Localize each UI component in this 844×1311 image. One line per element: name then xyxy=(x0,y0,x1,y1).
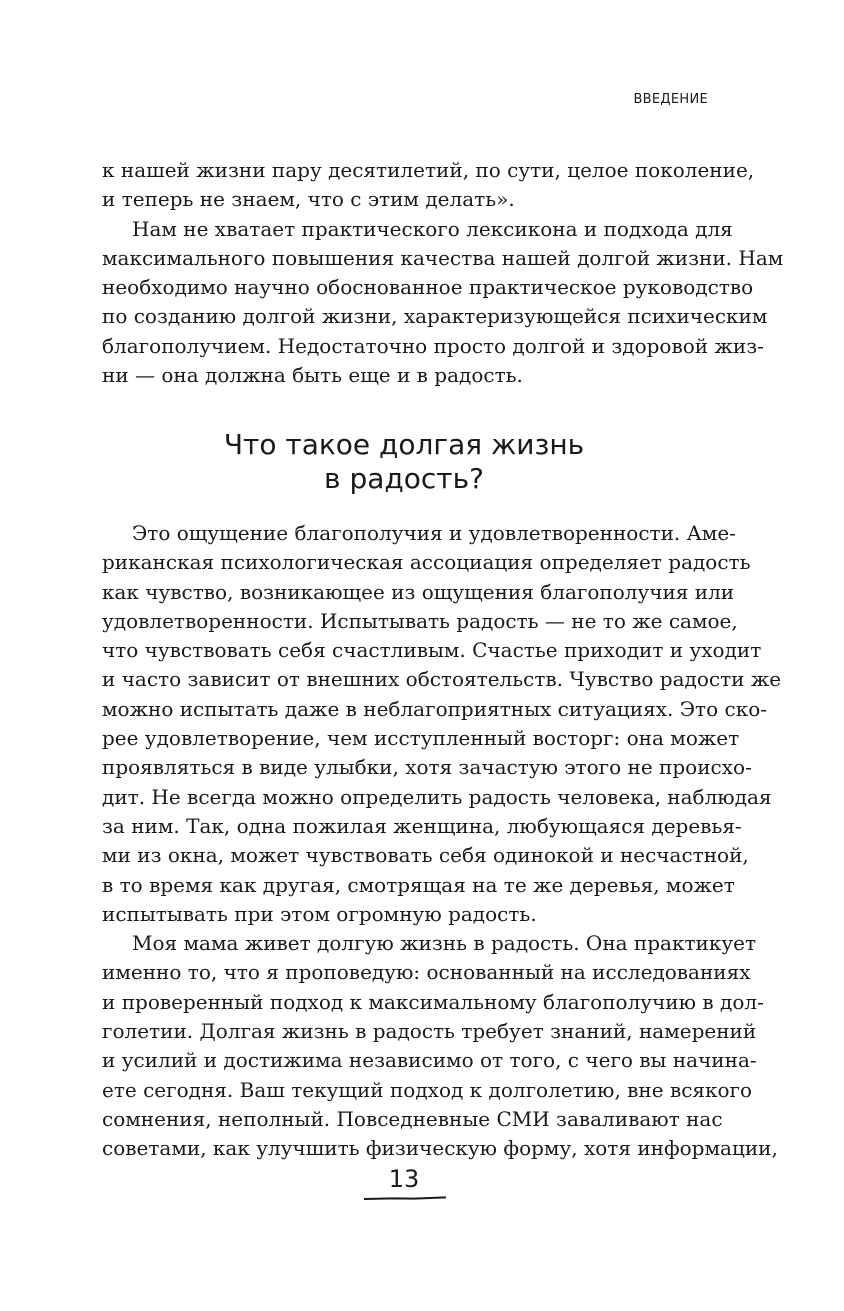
text-line: благополучием. Недостаточно просто долгой и здоровой жиз- xyxy=(102,333,764,358)
text-line: и теперь не знаем, что с этим делать». xyxy=(102,187,515,212)
text-line: проявляться в виде улыбки, хотя зачастую этого не происхо- xyxy=(102,755,752,780)
text-line: за ним. Так, одна пожилая женщина, любующаяся деревья- xyxy=(102,813,742,838)
text-line: необходимо научно обоснованное практическое руководство xyxy=(102,275,754,300)
running-head: ВВЕДЕНИЕ xyxy=(633,92,708,107)
text-line: Нам не хватает практического лексикона и подхода для xyxy=(132,216,733,241)
text-line: и усилий и достижима независимо от того, с чего вы начина- xyxy=(102,1048,757,1073)
text-line: сомнения, неполный. Повседневные СМИ заваливают нас xyxy=(102,1106,723,1131)
text-line: дит. Не всегда можно определить радость человека, наблюдая xyxy=(102,784,772,809)
section-heading-line-2: в радость? xyxy=(324,462,484,495)
page-number: 13 xyxy=(388,1165,420,1193)
text-line: максимального повышения качества нашей долгой жизни. Нам xyxy=(102,245,784,270)
text-line: ете сегодня. Ваш текущий подход к долголетию, вне всякого xyxy=(102,1077,753,1102)
text-line: что чувствовать себя счастливым. Счастье приходит и уходит xyxy=(102,638,762,663)
text-line: к нашей жизни пару десятилетий, по сути, целое поколение, xyxy=(102,158,755,182)
text-block-main xyxy=(102,519,782,1164)
text-line: риканская психологическая ассоциация определяет радость xyxy=(102,550,751,575)
text-line: рее удовлетворение, чем исступленный восторг: она может xyxy=(102,726,740,751)
text-line: ми из окна, может чувствовать себя одинокой и несчастной, xyxy=(102,843,749,868)
text-line: советами, как улучшить физическую форму, хотя информации, xyxy=(102,1136,778,1161)
text-line: и часто зависит от внешних обстоятельств. Чувство радости же xyxy=(102,667,782,692)
text-line: Моя мама живет долгую жизнь в радость. Она практикует xyxy=(132,931,757,956)
page-number-underline xyxy=(364,1196,446,1200)
text-line: можно испытать даже в неблагоприятных ситуациях. Это ско- xyxy=(102,696,767,721)
text-line: по созданию долгой жизни, характеризующейся психическим xyxy=(102,304,768,329)
section-heading xyxy=(102,428,706,496)
text-line: испытывать при этом огромную радость. xyxy=(102,901,537,926)
text-line: как чувство, возникающее из ощущения благополучия или xyxy=(102,579,735,604)
text-line: и проверенный подход к максимальному благополучию в дол- xyxy=(102,989,764,1014)
text-line: Это ощущение благополучия и удовлетворенности. Аме- xyxy=(132,521,736,545)
text-line: ни — она должна быть еще и в радость. xyxy=(102,363,523,388)
section-heading-line-1: Что такое долгая жизнь xyxy=(223,428,585,461)
text-line: именно то, что я проповедую: основанный на исследованиях xyxy=(102,960,751,985)
text-line: в то время как другая, смотрящая на те же деревья, может xyxy=(102,872,735,897)
text-block-top xyxy=(102,156,784,390)
text-line: голетии. Долгая жизнь в радость требует знаний, намерений xyxy=(102,1019,757,1044)
text-line: удовлетворенности. Испытывать радость — не то же самое, xyxy=(102,608,738,633)
